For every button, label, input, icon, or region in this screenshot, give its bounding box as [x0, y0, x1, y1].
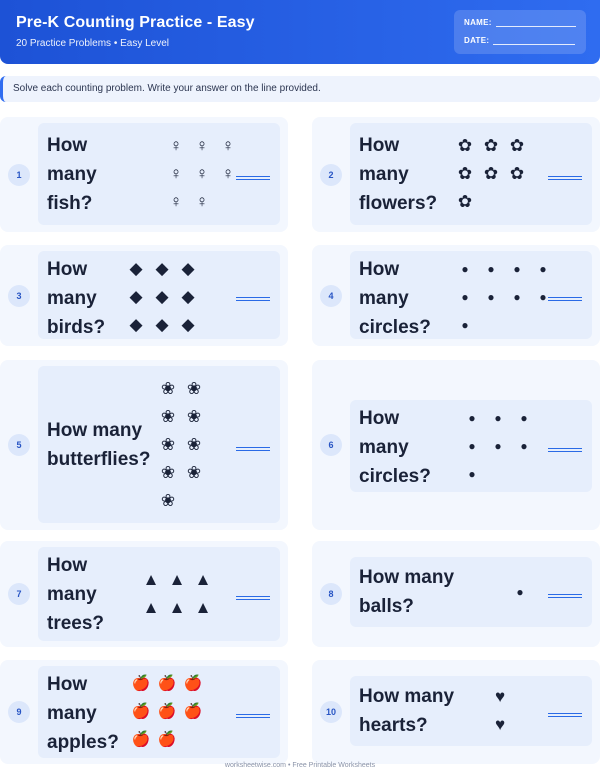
question-line: apples? [47, 732, 119, 753]
instructions: Solve each counting problem. Write your answer on the line provided. [0, 76, 600, 102]
question-line: balls? [359, 596, 414, 617]
question-text [47, 131, 97, 218]
flower-icon: ✿ [457, 164, 473, 183]
heart-icon: ♥ [494, 715, 506, 734]
triangle-icon: ▲ [194, 598, 212, 617]
answer-line[interactable] [236, 596, 270, 600]
female-sign-icon: ♀ [221, 136, 235, 155]
problem-number: 7 [8, 583, 30, 605]
question-line: How many [359, 686, 455, 707]
female-sign-icon: ♀ [195, 192, 209, 211]
diamond-icon: ◆ [181, 315, 195, 334]
flower-icon: ✿ [483, 136, 499, 155]
problem-panel [350, 123, 592, 225]
triangle-icon: ▲ [142, 570, 160, 589]
dot-icon: ● [461, 318, 469, 332]
diamond-icon: ◆ [129, 315, 143, 334]
name-line[interactable] [496, 19, 576, 27]
question-line: circles? [359, 466, 431, 487]
problem-number: 1 [8, 164, 30, 186]
answer-line[interactable] [548, 594, 582, 598]
question-line: How [359, 134, 400, 156]
apple-icon: 🍎 [157, 731, 177, 748]
apple-icon: 🍎 [157, 703, 177, 720]
question-line: hearts? [359, 715, 428, 736]
question-text [47, 670, 119, 757]
question-line: How [359, 259, 400, 280]
name-date-box [454, 10, 586, 54]
question-text [359, 131, 437, 218]
problem-card [0, 541, 288, 647]
problem-number: 4 [320, 285, 342, 307]
problem-card [312, 245, 600, 346]
answer-line[interactable] [548, 448, 582, 452]
problem-panel [38, 366, 280, 523]
flower-outline-icon: ❀ [160, 378, 176, 398]
question-line: trees? [47, 613, 105, 634]
answer-line[interactable] [236, 176, 270, 180]
count-icons [131, 670, 203, 754]
count-icons [455, 255, 553, 339]
question-line: How many [47, 419, 143, 441]
question-text [359, 682, 454, 740]
question-text [47, 416, 150, 474]
flower-outline-icon: ❀ [160, 434, 176, 454]
question-line: many [359, 288, 409, 309]
question-text [47, 255, 105, 342]
triangle-icon: ▲ [194, 570, 212, 589]
problem-card [312, 660, 600, 764]
flower-outline-icon: ❀ [186, 406, 202, 426]
problem-number: 9 [8, 701, 30, 723]
worksheet-title: Pre-K Counting Practice - Easy [16, 14, 255, 31]
problem-panel [350, 676, 592, 746]
diamond-icon: ◆ [155, 287, 169, 306]
flower-outline-icon: ❀ [186, 462, 202, 482]
female-sign-icon: ♀ [169, 192, 183, 211]
diamond-icon: ◆ [155, 259, 169, 278]
question-line: many [47, 288, 97, 309]
count-icons [510, 578, 530, 606]
question-line: birds? [47, 317, 106, 338]
problem-card [0, 660, 288, 764]
question-line: many [47, 584, 97, 605]
diamond-icon: ◆ [181, 259, 195, 278]
flower-outline-icon: ❀ [186, 378, 202, 398]
question-line: How [47, 134, 88, 156]
question-line: many [359, 437, 409, 458]
flower-icon: ✿ [509, 164, 525, 183]
flower-outline-icon: ❀ [160, 462, 176, 482]
question-line: How [47, 259, 88, 280]
flower-icon: ✿ [509, 136, 525, 155]
count-icons [158, 375, 204, 515]
question-line: How many [359, 567, 455, 588]
flower-icon: ✿ [457, 192, 473, 211]
name-label: NAME: [464, 18, 492, 27]
worksheet-subtitle: 20 Practice Problems • Easy Level [16, 38, 170, 49]
dot-icon: ● [516, 585, 524, 599]
answer-line[interactable] [236, 297, 270, 301]
problem-number: 3 [8, 285, 30, 307]
dot-icon: ● [513, 290, 521, 304]
dot-icon: ● [494, 411, 502, 425]
answer-line[interactable] [548, 176, 582, 180]
date-row [464, 36, 575, 45]
problem-card [0, 360, 288, 530]
problem-number: 8 [320, 583, 342, 605]
heart-icon: ♥ [494, 687, 506, 706]
dot-icon: ● [513, 262, 521, 276]
dot-icon: ● [461, 262, 469, 276]
flower-icon: ✿ [483, 164, 499, 183]
question-text [47, 551, 104, 638]
dot-icon: ● [520, 411, 528, 425]
dot-icon: ● [468, 411, 476, 425]
date-label: DATE: [464, 36, 490, 45]
answer-line[interactable] [236, 714, 270, 718]
problem-card [312, 541, 600, 647]
dot-icon: ● [494, 439, 502, 453]
flower-icon: ✿ [457, 136, 473, 155]
question-line: How [47, 674, 88, 695]
problem-card [312, 360, 600, 530]
flower-outline-icon: ❀ [186, 434, 202, 454]
diamond-icon: ◆ [155, 315, 169, 334]
dot-icon: ● [487, 262, 495, 276]
dot-icon: ● [520, 439, 528, 453]
triangle-icon: ▲ [168, 598, 186, 617]
problem-card [0, 117, 288, 232]
count-icons [166, 132, 238, 216]
female-sign-icon: ♀ [195, 136, 209, 155]
question-text [359, 255, 431, 342]
count-icons [462, 404, 534, 488]
apple-icon: 🍎 [157, 675, 177, 692]
question-line: fish? [47, 192, 93, 214]
apple-icon: 🍎 [183, 675, 203, 692]
date-line[interactable] [493, 37, 575, 45]
dot-icon: ● [539, 262, 547, 276]
question-line: many [359, 163, 409, 185]
problem-panel [38, 123, 280, 225]
diamond-icon: ◆ [129, 287, 143, 306]
triangle-icon: ▲ [142, 598, 160, 617]
flower-outline-icon: ❀ [160, 490, 176, 510]
answer-line[interactable] [236, 447, 270, 451]
problem-panel [350, 557, 592, 627]
question-text [359, 563, 454, 621]
question-line: many [47, 703, 97, 724]
problem-panel [350, 251, 592, 339]
apple-icon: 🍎 [183, 703, 203, 720]
problem-card [0, 245, 288, 346]
question-line: many [47, 163, 97, 185]
question-line: butterflies? [47, 448, 151, 470]
diamond-icon: ◆ [129, 259, 143, 278]
question-line: flowers? [359, 192, 438, 214]
problem-number: 6 [320, 434, 342, 456]
female-sign-icon: ♀ [169, 164, 183, 183]
answer-line[interactable] [548, 713, 582, 717]
count-icons [126, 255, 198, 339]
triangle-icon: ▲ [168, 570, 186, 589]
question-line: circles? [359, 317, 431, 338]
problem-panel [38, 251, 280, 339]
problem-number: 5 [8, 434, 30, 456]
diamond-icon: ◆ [181, 287, 195, 306]
worksheet-header [0, 0, 600, 64]
female-sign-icon: ♀ [221, 164, 235, 183]
apple-icon: 🍎 [131, 731, 151, 748]
female-sign-icon: ♀ [169, 136, 183, 155]
female-sign-icon: ♀ [195, 164, 209, 183]
problem-panel [350, 400, 592, 492]
problem-panel [38, 547, 280, 641]
problem-number: 10 [320, 701, 342, 723]
count-icons [490, 683, 510, 739]
problem-card [312, 117, 600, 232]
dot-icon: ● [487, 290, 495, 304]
problem-number: 2 [320, 164, 342, 186]
dot-icon: ● [461, 290, 469, 304]
dot-icon: ● [539, 290, 547, 304]
answer-line[interactable] [548, 297, 582, 301]
apple-icon: 🍎 [131, 675, 151, 692]
question-text [359, 404, 431, 491]
footer: worksheetwise.com • Free Printable Worksheets [224, 762, 376, 769]
question-line: How [359, 408, 400, 429]
dot-icon: ● [468, 467, 476, 481]
question-line: How [47, 555, 88, 576]
count-icons [141, 566, 213, 622]
apple-icon: 🍎 [131, 703, 151, 720]
flower-outline-icon: ❀ [160, 406, 176, 426]
dot-icon: ● [468, 439, 476, 453]
count-icons [455, 132, 527, 216]
problem-panel [38, 666, 280, 758]
name-row [464, 18, 576, 27]
